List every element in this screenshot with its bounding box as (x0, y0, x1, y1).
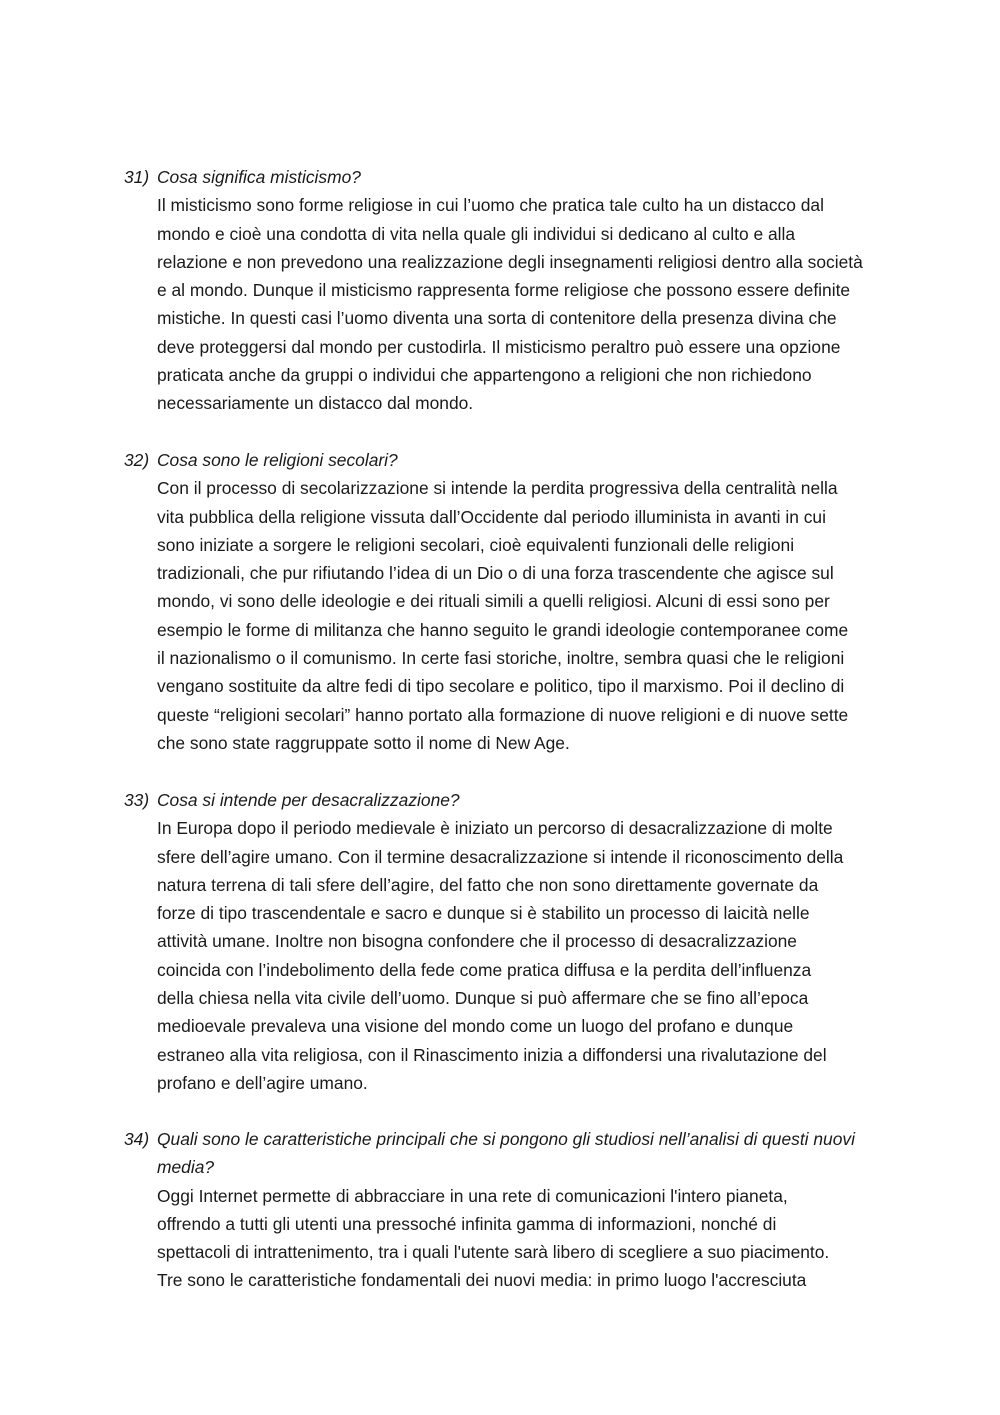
question-heading (124, 786, 914, 814)
qa-item-31 (124, 163, 914, 418)
qa-item-34 (124, 1125, 914, 1295)
question-heading (124, 1125, 914, 1182)
qa-item-32 (124, 446, 914, 757)
answer-paragraph: In Europa dopo il periodo medievale è iniziato un percorso di desacralizzazione di molte sfere dell’agire umano. Con il termine desacralizzazione si intende il riconoscimento della natura terrena di tali sfere dell’agire, del fatto che non sono direttamente governate da forze di tipo trascendentale e sacro e dunque si è stabilito un processo di laicità nelle attività umane. Inoltre non bisogna confondere che il processo di desacralizzazione coincida con l’indebolimento della fede come pratica diffusa e la perdita dell’influenza della chiesa nella vita civile dell’uomo. Dunque si può affermare che se fino all’epoca medioevale prevaleva una visione del mondo come un luogo del profano e dunque estraneo alla vita religiosa, con il Rinascimento inizia a diffondersi una rivalutazione del profano e dell’agire umano. (157, 818, 844, 1093)
question-number: 34) (124, 1129, 150, 1149)
question-heading (124, 163, 914, 191)
qa-item-33 (124, 786, 914, 1097)
question-text: Cosa sono le religioni secolari? (157, 450, 398, 470)
answer-paragraph: Oggi Internet permette di abbracciare in una rete di comunicazioni l'intero pianeta, offrendo a tutti gli utenti una pressoché infinita gamma di informazioni, nonché di spettacoli di intrattenimento, tra i quali l'utente sarà libero di scegliere a suo piacimento. Tre sono le caratteristiche fondamentali dei nuovi media: in primo luogo l'accresciuta (157, 1185, 830, 1291)
question-heading (124, 446, 914, 474)
answer-paragraph: Il misticismo sono forme religiose in cui l’uomo che pratica tale culto ha un distacco dal mondo e cioè una condotta di vita nella quale gli individui si dedicano al culto e alla relazione e non prevedono una realizzazione degli insegnamenti religiosi dentro alla società e al mondo. Dunque il misticismo rappresenta forme religiose che possono essere definite mistiche. In questi casi l’uomo diventa una sorta di contenitore della presenza divina che deve proteggersi dal mondo per custodirla. Il misticismo peraltro può essere una opzione praticata anche da gruppi o individui che appartengono a religioni che non richiedono necessariamente un distacco dal mondo. (157, 195, 863, 414)
question-number: 31) (124, 167, 150, 187)
question-number: 32) (124, 450, 150, 470)
answer-paragraph: Con il processo di secolarizzazione si intende la perdita progressiva della centralità nella vita pubblica della religione vissuta dall’Occidente dal periodo illuminista in avanti in cui sono iniziate a sorgere le religioni secolari, cioè equivalenti funzionali delle religioni tradizionali, che pur rifiutando l’idea di un Dio o di una forza trascendente che agisce sul mondo, vi sono delle ideologie e dei rituali simili a quelli religiosi. Alcuni di essi sono per esempio le forme di militanza che hanno seguito le grandi ideologie contemporanee come il nazionalismo o il comunismo. In certe fasi storiche, inoltre, sembra quasi che le religioni vengano sostituite da altre fedi di tipo secolare e politico, tipo il marxismo. Poi il declino di queste “religioni secolari” hanno portato alla formazione di nuove religioni e di nuove sette che sono state raggruppate sotto il nome di New Age. (157, 478, 849, 753)
question-text: Quali sono le caratteristiche principali che si pongono gli studiosi nell’analisi di questi nuovi media? (157, 1129, 855, 1178)
question-text: Cosa si intende per desacralizzazione? (157, 790, 460, 810)
question-text: Cosa significa misticismo? (157, 167, 361, 187)
question-number: 33) (124, 790, 150, 810)
